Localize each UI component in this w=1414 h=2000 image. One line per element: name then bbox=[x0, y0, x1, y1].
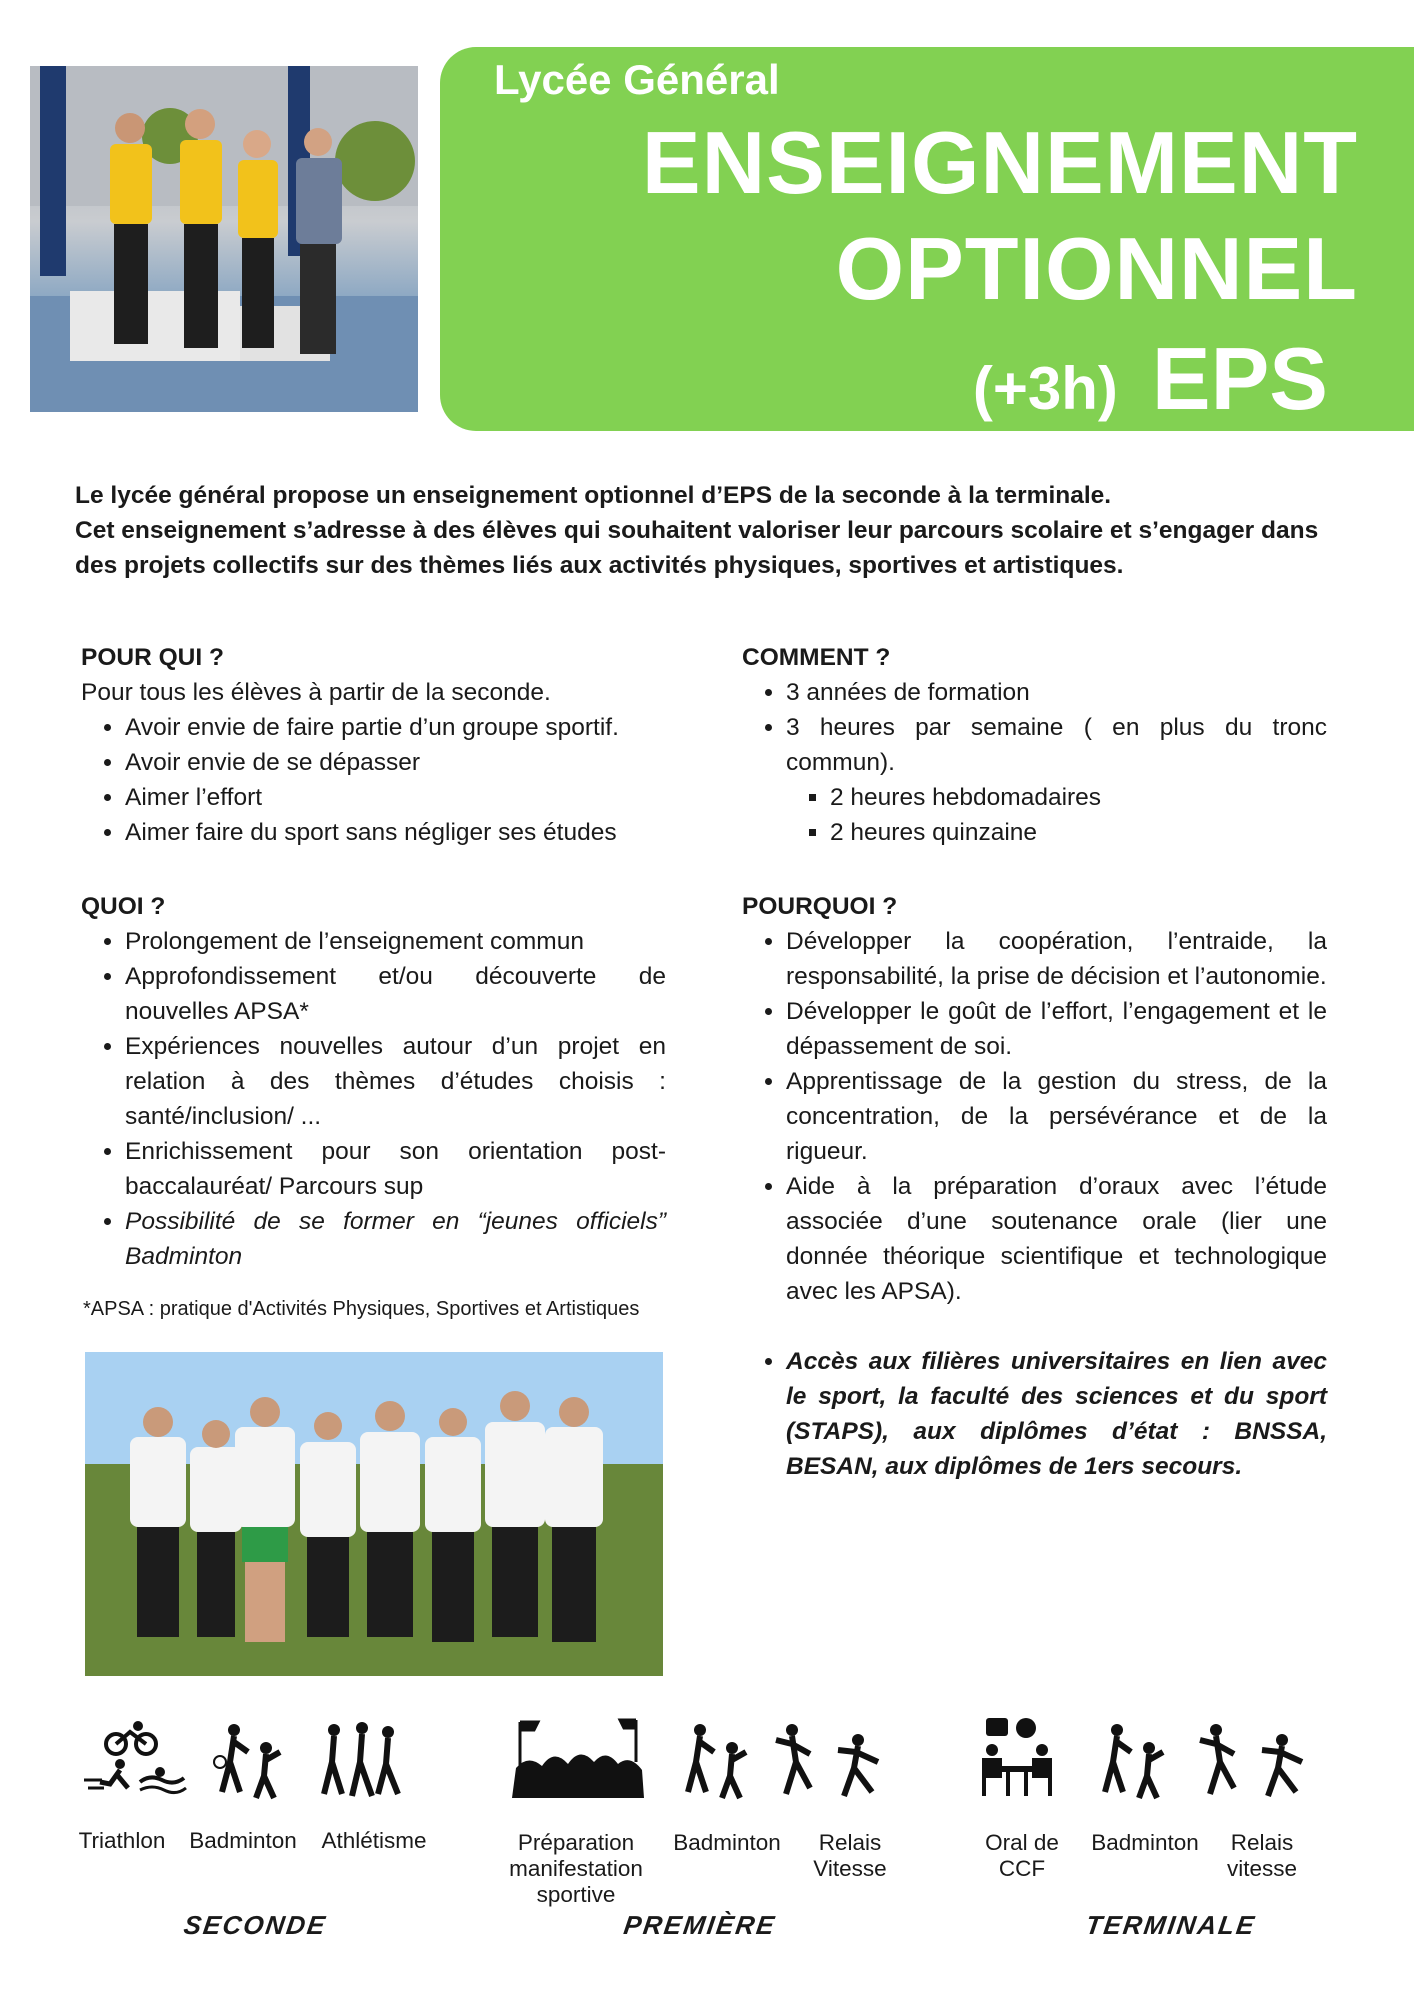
list-item: • Expériences nouvelles autour d’un projet en relation à des thèmes d’études choisis : santé/inclusion/ ... bbox=[125, 1029, 666, 1134]
level-terminale: TERMINALE bbox=[1083, 1910, 1258, 1940]
activity-label: Triathlon bbox=[78, 1828, 166, 1853]
list-item: • Prolongement de l’enseignement commun bbox=[125, 924, 666, 959]
activity-label: Préparation manifestation sportive bbox=[509, 1830, 643, 1907]
list-item: • Avoir envie de faire partie d’un groupe sportif. bbox=[125, 710, 666, 745]
comment-sublist bbox=[742, 780, 1327, 850]
pour-qui-list bbox=[81, 710, 666, 850]
pourquoi-section bbox=[742, 889, 1327, 1484]
activity-label: Relais Vitesse bbox=[813, 1830, 887, 1881]
relay-runners-icon bbox=[1194, 1722, 1312, 1802]
pour-qui-title: POUR QUI ? bbox=[81, 644, 224, 671]
list-item: • Aimer l’effort bbox=[125, 780, 666, 815]
list-item: ▪ 2 heures quinzaine bbox=[830, 815, 1327, 850]
relay-runners-icon bbox=[770, 1722, 888, 1802]
header-title-line2: OPTIONNEL bbox=[835, 219, 1358, 318]
level-seconde: SECONDE bbox=[181, 1910, 329, 1940]
comment-section bbox=[742, 640, 1327, 850]
list-item: • Aimer faire du sport sans négliger ses études bbox=[125, 815, 666, 850]
list-item: • Développer la coopération, l’entraide, la responsabilité, la prise de décision et l’autonomie. bbox=[786, 924, 1327, 994]
header-eps: EPS bbox=[1151, 329, 1328, 428]
triathlon-icon bbox=[80, 1718, 190, 1798]
pourquoi-list bbox=[742, 924, 1327, 1309]
cross-country-photo bbox=[85, 1352, 663, 1676]
list-item: • Développer le goût de l’effort, l’engagement et le dépassement de soi. bbox=[786, 994, 1327, 1064]
apsa-footnote: *APSA : pratique d'Activités Physiques, Sportives et Artistiques bbox=[83, 1298, 640, 1320]
badminton-icon bbox=[678, 1722, 758, 1802]
activity-label: Badminton bbox=[1091, 1830, 1199, 1855]
pour-qui-lead: Pour tous les élèves à partir de la seconde. bbox=[81, 679, 551, 706]
quoi-section bbox=[81, 889, 666, 1274]
quoi-title: QUOI ? bbox=[81, 893, 166, 920]
intro-line: Cet enseignement s’adresse à des élèves qui souhaitent valoriser leur parcours scolaire et s’engager dans des projets collectifs sur des thèmes liés aux activités physiques, sportives et artistiques. bbox=[75, 517, 1319, 579]
list-item: • Apprentissage de la gestion du stress, de la concentration, de la persévérance et de la rigueur. bbox=[786, 1064, 1327, 1169]
header-hours: (+3h) bbox=[972, 355, 1118, 422]
level-premiere: PREMIÈRE bbox=[621, 1910, 778, 1940]
oral-exam-icon bbox=[978, 1716, 1056, 1800]
list-item: • 3 heures par semaine ( en plus du tronc commun). bbox=[786, 710, 1327, 780]
list-item: ▪ 2 heures hebdomadaires bbox=[830, 780, 1327, 815]
comment-title: COMMENT ? bbox=[742, 644, 891, 671]
header-title-line1: ENSEIGNEMENT bbox=[641, 113, 1358, 212]
intro-text bbox=[75, 478, 1365, 583]
activity-label: Relais vitesse bbox=[1226, 1830, 1298, 1881]
comment-list bbox=[742, 675, 1327, 780]
list-item: • Enrichissement pour son orientation post-baccalauréat/ Parcours sup bbox=[125, 1134, 666, 1204]
pourquoi-title: POURQUOI ? bbox=[742, 893, 898, 920]
badminton-icon bbox=[1095, 1722, 1175, 1802]
header-subtitle: Lycée Général bbox=[494, 56, 780, 103]
list-item: • Approfondissement et/ou découverte de nouvelles APSA* bbox=[125, 959, 666, 1029]
crowd-flags-icon bbox=[508, 1718, 648, 1802]
activity-label: Badminton bbox=[673, 1830, 781, 1855]
podium-photo bbox=[30, 66, 418, 412]
activity-label: Badminton bbox=[189, 1828, 297, 1853]
list-item: • Aide à la préparation d’oraux avec l’étude associée d’une soutenance orale (lier une donnée théorique scientifique et technologique avec les APSA). bbox=[786, 1169, 1327, 1309]
pour-qui-section bbox=[81, 640, 666, 850]
pourquoi-highlight-list bbox=[742, 1344, 1327, 1484]
list-item: • Possibilité de se former en “jeunes officiels” Badminton bbox=[125, 1204, 666, 1274]
activity-label: Athlétisme bbox=[321, 1828, 427, 1853]
activity-label: Oral de CCF bbox=[985, 1830, 1059, 1881]
intro-line: Le lycée général propose un enseignement optionnel d’EPS de la seconde à la terminale. bbox=[75, 482, 1112, 509]
athletics-icon bbox=[318, 1722, 406, 1802]
list-item: • Avoir envie de se dépasser bbox=[125, 745, 666, 780]
list-item: • 3 années de formation bbox=[786, 675, 1327, 710]
badminton-icon bbox=[212, 1722, 292, 1802]
header-title-line3 bbox=[973, 328, 1328, 430]
quoi-list bbox=[81, 924, 666, 1274]
highlight-item: • Accès aux filières universitaires en lien avec le sport, la faculté des sciences et du sport (STAPS), aux diplômes d’état : BNSSA, BESAN, aux diplômes de 1ers secours. bbox=[786, 1344, 1327, 1484]
